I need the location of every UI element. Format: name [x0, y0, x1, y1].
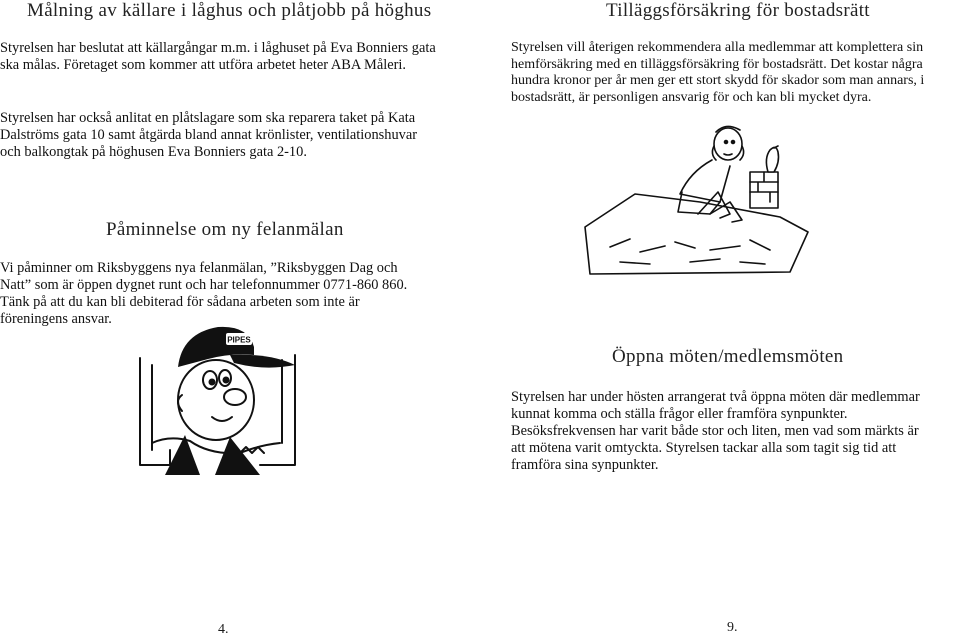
painting-paragraph-2	[0, 110, 440, 161]
man-on-roof-cartoon-icon	[580, 122, 810, 277]
painting-section-title: Målning av källare i låghus och plåtjobb på höghus	[27, 0, 432, 21]
open-meetings-paragraph-text: Styrelsen har under hösten arrangerat två öppna möten där medlemmar kunnat komma och ställa frågor eller framföra synpunkter. Besöksfrekvensen har varit både stor och liten, men vad som märkts är att mötena varit omtyckta. Styrelsen tackar alla som tagit sig tid att framföra sina synpunkter.	[511, 389, 920, 473]
open-meetings-paragraph	[511, 389, 931, 474]
cap-text: PIPES	[227, 335, 251, 345]
fault-report-paragraph-text: Vi påminner om Riksbyggens nya felanmälan, ”Riksbyggen Dag och Natt” som är öppen dygnet runt och har telefonnummer 0771-860 860. Tänk på att du kan bli debiterad för sådana arbeten som inte är föreningens ansvar.	[0, 260, 408, 327]
open-meetings-section-title: Öppna möten/medlemsmöten	[612, 346, 844, 367]
painting-paragraph-2-text: Styrelsen har också anlitat en plåtslagare som ska reparera taket på Kata Dalströms gata 10 samt åtgärda bland annat krönlister, ventilationshuvar och balkongtak på höghusen Eva Bonniers gata 2-10.	[0, 110, 418, 160]
fault-report-paragraph	[0, 260, 430, 328]
insurance-paragraph	[511, 40, 960, 106]
plumber-cartoon-icon	[130, 325, 310, 485]
painting-paragraph-1-text: Styrelsen har beslutat att källargångar m.m. i låghuset på Eva Bonniers gata ska målas. Företaget som kommer att utföra arbetet heter ABA Måleri.	[0, 40, 436, 73]
painting-paragraph-1	[0, 40, 445, 74]
page-number-left: 4.	[218, 622, 229, 637]
insurance-paragraph-text: Styrelsen vill återigen rekommendera alla medlemmar att komplettera sin hemförsäkring med en tilläggsförsäkring för bostadsrätt. Det kostar några hundra kronor per år men ger ett stort skydd för skador som man annars, i bostadsrätt, är personligen ansvarig för och kan bli mycket dyra.	[511, 40, 925, 105]
insurance-section-title: Tilläggsförsäkring för bostadsrätt	[606, 0, 870, 21]
page-number-right: 9.	[727, 620, 738, 635]
fault-report-section-title: Påminnelse om ny felanmälan	[106, 219, 344, 240]
